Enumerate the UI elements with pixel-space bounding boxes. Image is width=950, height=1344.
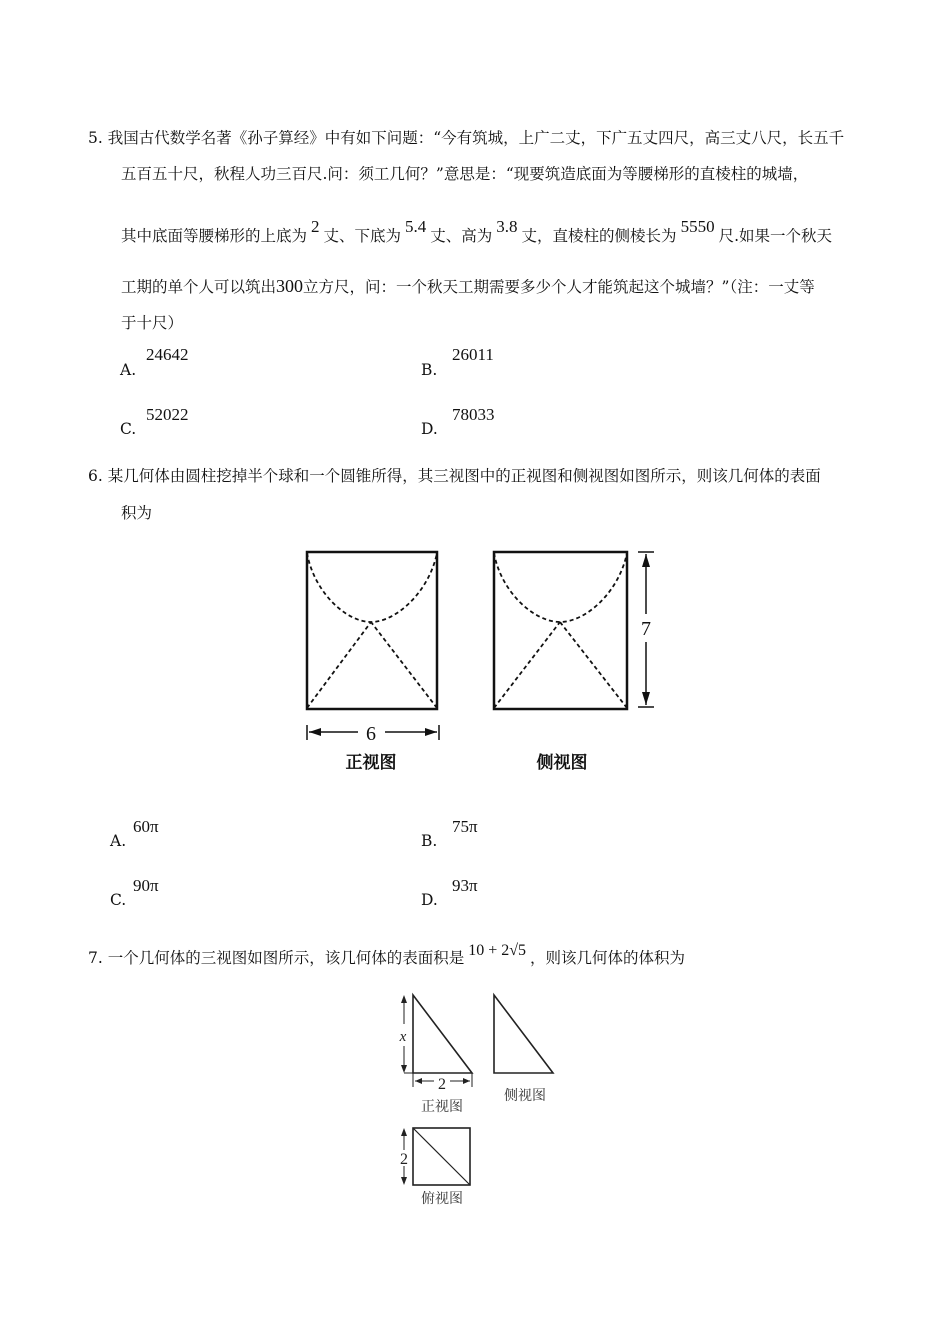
q5-text: 丈，直棱柱的侧棱长为 — [521, 227, 677, 245]
q6-option-d-label: D. — [421, 891, 438, 909]
q5-option-d-value: 78033 — [452, 405, 495, 424]
q6-height-arrowhead-bottom — [642, 692, 650, 705]
q6-front-caption: 正视图 — [345, 753, 397, 773]
q5-top-base-value: 2 — [311, 217, 320, 236]
q5-text: 工期的单个人可以筑出 — [121, 278, 277, 296]
q7-top-height-label: 2 — [400, 1151, 408, 1168]
q6-side-view — [494, 552, 654, 709]
q6-front-hemisphere-dashed — [307, 553, 437, 622]
q5-line-5: 于十尺） — [121, 314, 184, 332]
q5-volume-value: 300 — [276, 276, 304, 296]
q5-edge-length-value: 5550 — [680, 217, 715, 236]
q7-front-width-arrowhead-left — [415, 1078, 422, 1084]
q7-top-height-arrowhead-top — [401, 1128, 407, 1136]
q5-option-b-value: 26011 — [452, 345, 494, 364]
q6-side-view-outline — [494, 552, 627, 709]
q5-text: 丈、高为 — [430, 227, 493, 245]
q6-option-a-label: A. — [110, 832, 127, 850]
q6-width-arrowhead-left — [309, 728, 321, 736]
q6-option-c-label: C. — [110, 891, 127, 909]
q5-option-a-value: 24642 — [146, 345, 189, 364]
q6-front-view-outline — [307, 552, 437, 709]
q7-front-caption: 正视图 — [421, 1099, 463, 1115]
q5-text: 尺.如果一个秋天 — [718, 227, 832, 245]
q7-text: 7. 一个几何体的三视图如图所示，该几何体的表面积是 — [88, 949, 465, 967]
q7-line — [88, 942, 686, 969]
q5-line-2: 五百五十尺，秋程人功三百尺.问：须工几何？”意思是：“现要筑造底面为等腰梯形的直棱柱的城墙， — [121, 165, 809, 183]
q7-surface-area-expression: 10 + 2√5 — [468, 942, 527, 959]
q5-option-d-label: D. — [421, 420, 438, 438]
q6-front-view — [307, 552, 439, 740]
q5-text: 其中底面等腰梯形的上底为 — [121, 227, 308, 245]
q7-top-height-arrowhead-bottom — [401, 1177, 407, 1185]
q6-side-cone-left-dashed — [494, 622, 560, 708]
q5-option-b-label: B. — [421, 361, 438, 379]
q6-front-cone-left-dashed — [307, 622, 371, 708]
q6-option-c-value: 90π — [133, 876, 159, 895]
q5-option-c-value: 52022 — [146, 405, 189, 424]
q6-height-label: 7 — [641, 618, 651, 640]
q5-text: 立方尺，问：一个秋天工期需要多少个人才能筑起这个城墙？”（注：一丈等 — [303, 278, 815, 296]
q7-text: ，则该几何体的体积为 — [530, 949, 686, 967]
q6-side-caption: 侧视图 — [536, 753, 588, 773]
q6-line-2: 积为 — [121, 504, 153, 522]
q5-line-1: 5. 我国古代数学名著《孙子算经》中有如下问题：“今有筑城，上广二丈，下广五丈四尺，高三丈八尺，长五千 — [88, 129, 845, 147]
q6-option-b-label: B. — [421, 832, 438, 850]
q7-x-arrowhead-bottom — [401, 1065, 407, 1073]
q7-x-label: x — [399, 1029, 407, 1045]
q7-top-caption: 俯视图 — [421, 1191, 463, 1207]
q7-side-view-triangle — [494, 995, 553, 1073]
q7-top-view-diagonal — [413, 1128, 470, 1185]
q7-side-caption: 侧视图 — [504, 1088, 546, 1104]
q6-line-1: 6. 某几何体由圆柱挖掉半个球和一个圆锥所得，其三视图中的正视图和侧视图如图所示，则该几何体的表面 — [88, 467, 821, 485]
q7-front-width-arrowhead-right — [463, 1078, 470, 1084]
q5-bottom-base-value: 5.4 — [405, 217, 427, 236]
q6-width-arrowhead-right — [425, 728, 437, 736]
q6-height-arrowhead-top — [642, 554, 650, 567]
q6-option-d-value: 93π — [452, 876, 478, 895]
q6-option-b-value: 75π — [452, 817, 478, 836]
q5-height-value: 3.8 — [496, 217, 518, 236]
q6-width-label: 6 — [366, 723, 376, 745]
q6-option-a-value: 60π — [133, 817, 159, 836]
q7-front-width-label: 2 — [438, 1076, 446, 1093]
q7-front-view-triangle — [413, 995, 472, 1073]
q6-front-cone-right-dashed — [371, 622, 437, 708]
q6-side-cone-right-dashed — [560, 622, 627, 708]
q6-side-hemisphere-dashed — [494, 553, 627, 622]
q7-x-arrowhead-top — [401, 995, 407, 1003]
q5-option-c-label: C. — [120, 420, 137, 438]
q5-option-a-label: A. — [120, 361, 137, 379]
q5-text: 丈、下底为 — [323, 227, 402, 245]
